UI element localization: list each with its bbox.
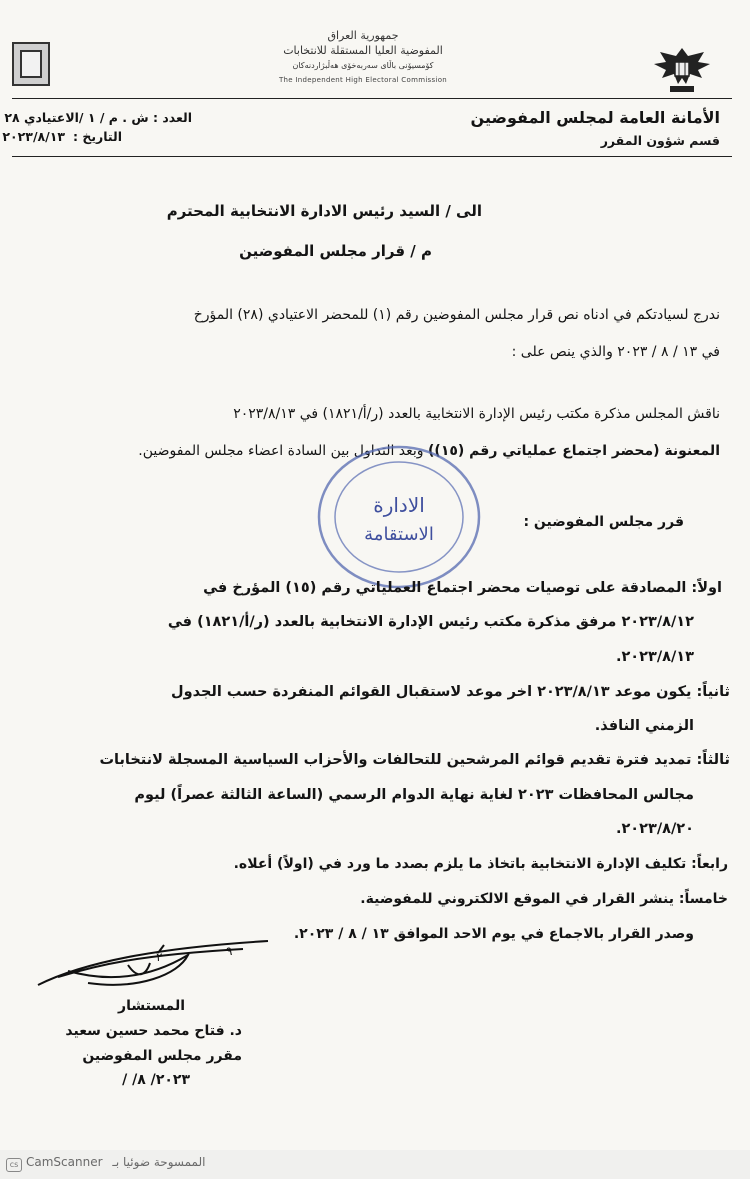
item-first-line-2: ٢٠٢٣/٨/١٢ مرفق مذكرة مكتب رئيس الإدارة الانتخابية بالعدد (ر/أ/١٨٢١) في: [167, 614, 694, 630]
signatory-name: د. فتاح محمد حسين سعيد: [65, 1023, 242, 1039]
letterhead-line-3: کۆمسیۆنی باڵای سەربەخۆی هەڵبژاردنەکان: [292, 61, 434, 70]
stamp-text-1: الادارة: [373, 493, 425, 517]
item-third-line-1: ثالثاً: تمديد فترة تقديم قوائم المرشحين للتحالفات والأحزاب السياسية المسجلة لانتخابات: [99, 752, 730, 768]
item-second-line-1: ثانياً: يكون موعد ٢٠٢٣/٨/١٣ اخر موعد لاستقبال القوائم المنفردة حسب الجدول: [170, 684, 730, 700]
item-first-line-1: اولاً: المصادقة على توصيات محضر اجتماع العملياتي رقم (١٥) المؤرخ في: [203, 580, 722, 596]
item-fourth: رابعاً: تكليف الإدارة الانتخابية باتخاذ ما يلزم بصدد ما ورد في (اولاً) أعلاه.: [233, 856, 728, 872]
commission-letterhead: [258, 28, 468, 88]
org-title: الأمانة العامة لمجلس المفوضين: [470, 108, 720, 127]
subject-line: م / قرار مجلس المفوضين: [239, 242, 432, 260]
signature-icon: [28, 935, 273, 1005]
watermark-ar: الممسوحة ضوئيا بـ: [112, 1155, 206, 1169]
decision-header: قرر مجلس المفوضين :: [523, 514, 684, 530]
letterhead-english: The Independent High Electoral Commission: [278, 76, 448, 84]
dept-name: قسم شؤون المقرر: [600, 133, 720, 148]
svg-text:٩: ٩: [226, 944, 233, 958]
intro-line-1: ندرج لسيادتكم في ادناه نص قرار مجلس المفوضين رقم (١) للمحضر الاعتيادي (٢٨) المؤرخ: [193, 307, 720, 323]
item-first-line-3: ٢٠٢٣/٨/١٣.: [615, 649, 694, 665]
iraq-eagle-emblem-icon: [648, 42, 716, 94]
memo-title: المعنونة (محضر اجتماع عملياتي رقم (١٥)): [428, 443, 720, 459]
letterhead-line-1: جمهورية العراق: [327, 29, 399, 42]
signatory-title: المستشار: [118, 998, 185, 1014]
camscanner-watermark: [26, 1155, 205, 1169]
header-bottom-divider: [12, 156, 732, 157]
intro-line-2: في ١٣ / ٨ / ٢٠٢٣ والذي ينص على :: [511, 344, 720, 360]
official-stamp-icon: [314, 442, 484, 592]
header-divider: [12, 98, 732, 99]
item-third-line-2: مجالس المحافظات ٢٠٢٣ لغاية نهاية الدوام الرسمي (الساعة الثالثة عصراً) ليوم: [134, 787, 694, 803]
signatory-role: مقرر مجلس المفوضين: [82, 1048, 242, 1064]
watermark-en: CamScanner: [26, 1155, 103, 1169]
reference-date: [2, 129, 192, 144]
letterhead-line-2: المفوضية العليا المستقلة للانتخابات: [283, 44, 443, 57]
date-label: التاريخ :: [72, 129, 122, 144]
item-third-line-3: ٢٠٢٣/٨/٢٠.: [615, 821, 694, 837]
discussion-rest: وبعد التداول بين السادة اعضاء مجلس المفوضين.: [138, 443, 424, 459]
reference-number: العدد : ش . م / ١ /الاعتيادي ٢٨: [4, 110, 192, 125]
stamp-text-2: الاستقامة: [364, 524, 434, 545]
item-second-line-2: الزمني النافذ.: [594, 718, 694, 734]
item-fifth: خامساً: ينشر القرار في الموقع الالكتروني للمفوضية.: [360, 891, 728, 907]
date-value: ٢٠٢٣/٨/١٣: [2, 129, 65, 144]
issued-line: وصدر القرار بالاجماع في يوم الاحد الموافق ١٣ / ٨ / ٢٠٢٣.: [293, 926, 694, 942]
signatory-date: ٢٠٢٣/ ٨/ /: [122, 1072, 190, 1088]
camscanner-logo-icon: cs: [6, 1158, 22, 1172]
discussion-line-1: ناقش المجلس مذكرة مكتب رئيس الإدارة الانتخابية بالعدد (ر/أ/١٨٢١) في ٢٠٢٣/٨/١٣: [233, 406, 720, 422]
commission-logo-icon: [12, 42, 50, 86]
svg-text:٢: ٢: [156, 950, 163, 964]
addressee-line: الى / السيد رئيس الادارة الانتخابية المحترم: [166, 202, 482, 220]
